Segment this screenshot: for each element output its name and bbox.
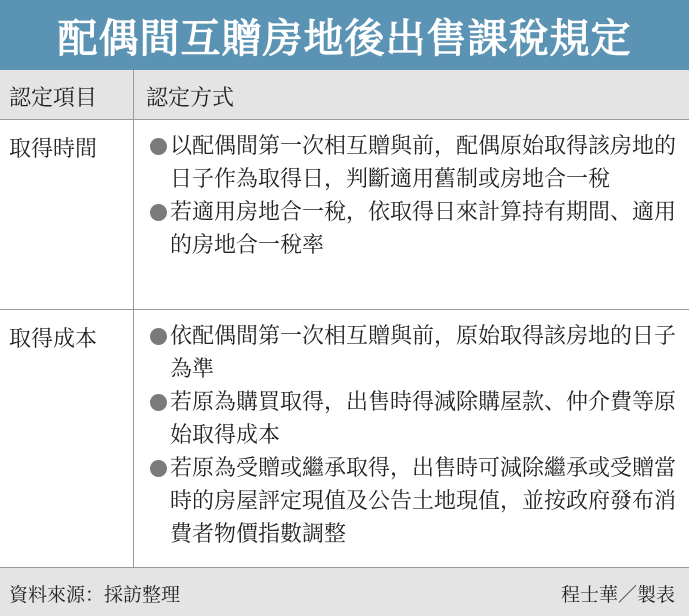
- bullet-list: [146, 130, 682, 262]
- footer: [0, 568, 689, 616]
- list-item: [146, 130, 682, 196]
- table-row-acquisition-cost: [0, 310, 689, 568]
- bullet-text: 依配偶間第一次相互贈與前，原始取得該房地的日子為準: [170, 324, 677, 382]
- bullet-dot-icon: [146, 386, 170, 419]
- bullet-text: 若原為購買取得，出售時得減除購屋款、仲介費等原始取得成本: [170, 390, 677, 448]
- bullet-text: 若適用房地合一稅，依取得日來計算持有期間、適用的房地合一稅率: [170, 200, 677, 258]
- bullet-dot-icon: [146, 196, 170, 229]
- header-col-item: 認定項目: [9, 86, 98, 111]
- bullet-text: 以配偶間第一次相互贈與前，配偶原始取得該房地的日子作為取得日，判斷適用舊制或房地合一稅: [170, 134, 677, 192]
- header-col-method: 認定方式: [146, 86, 235, 111]
- bullet-dot-icon: [146, 452, 170, 485]
- list-item: [146, 386, 682, 452]
- list-item: [146, 320, 682, 386]
- bullet-list: [146, 320, 682, 551]
- row-label: 取得時間: [9, 137, 98, 162]
- column-divider: [133, 70, 134, 568]
- author-credit: 程士華／製表: [560, 584, 675, 606]
- bullet-dot-icon: [146, 320, 170, 353]
- list-item: [146, 452, 682, 551]
- row-label: 取得成本: [9, 327, 98, 352]
- page-title: 配偶間互贈房地後出售課稅規定: [57, 15, 632, 62]
- list-item: [146, 196, 682, 262]
- title-bar: [0, 0, 689, 70]
- bullet-text: 若原為受贈或繼承取得，出售時可減除繼承或受贈當時的房屋評定現值及公告土地現值，並按政府發布消費者物價指數調整: [170, 456, 677, 547]
- data-source: 資料來源：採訪整理: [9, 584, 181, 606]
- bullet-dot-icon: [146, 130, 170, 163]
- table-header-row: [0, 70, 689, 120]
- table-row-acquisition-time: [0, 120, 689, 310]
